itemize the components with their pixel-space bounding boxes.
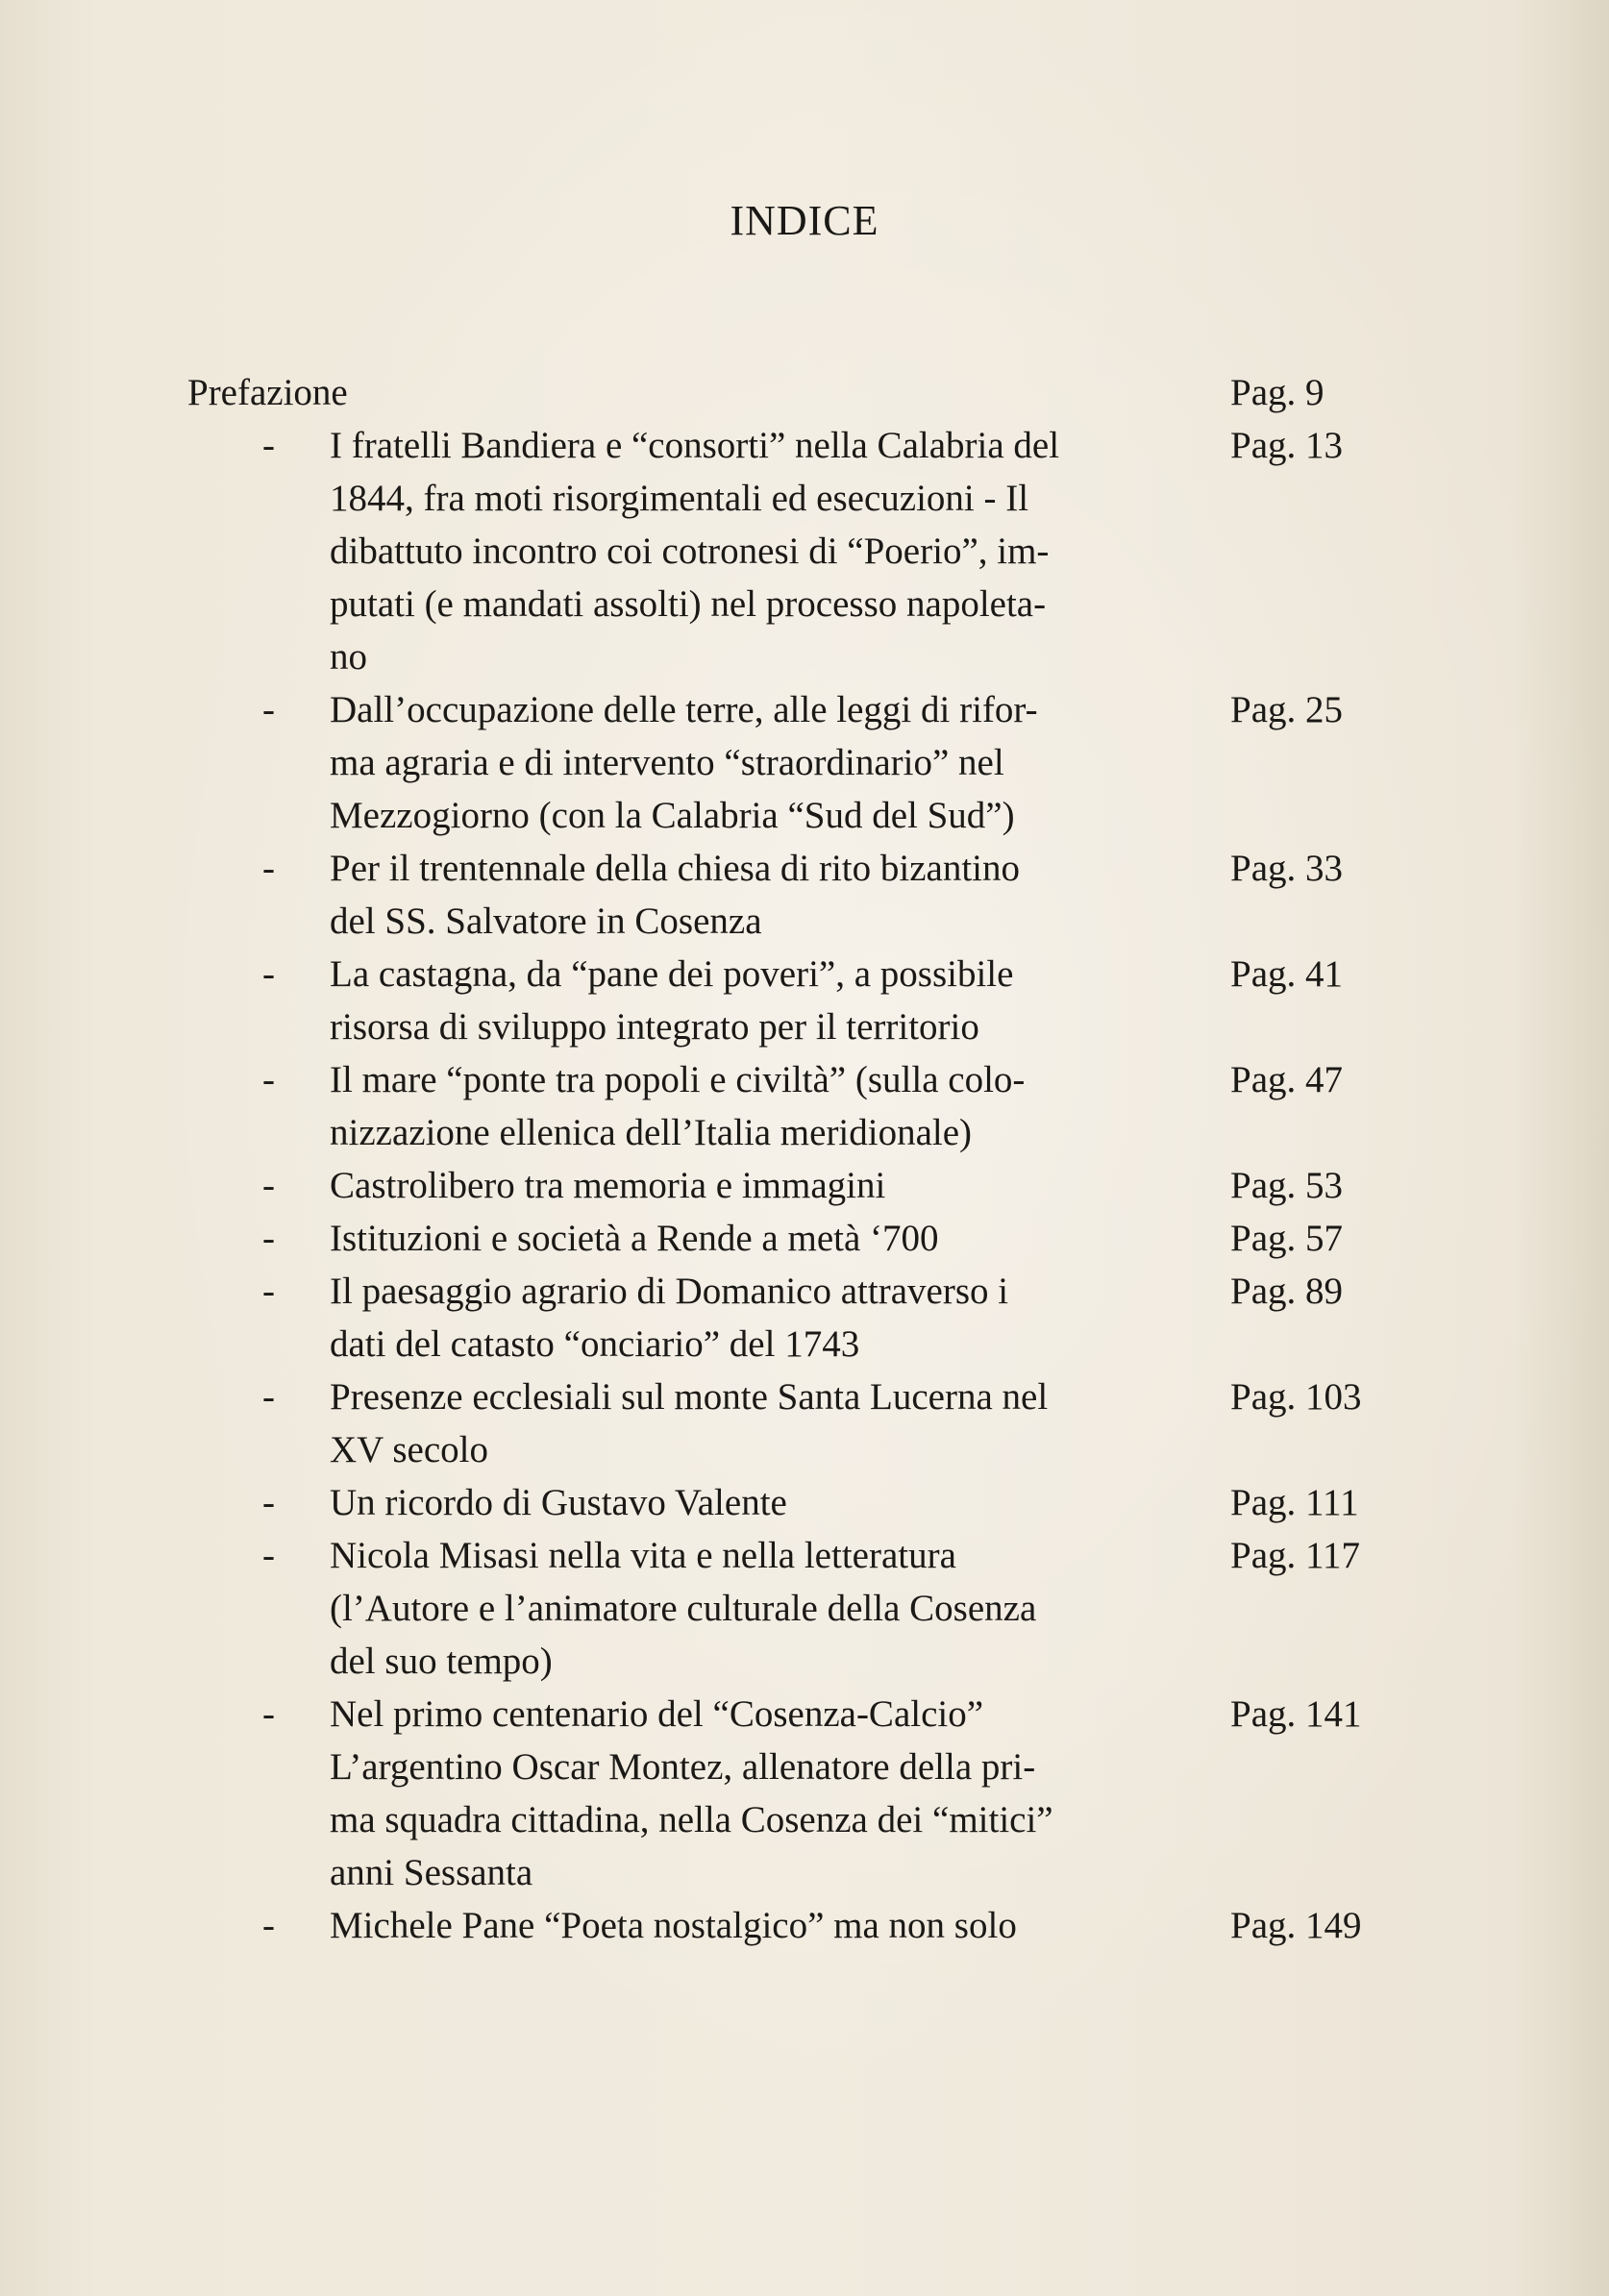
toc-entry	[187, 842, 1427, 948]
toc-bullet-dash: -	[262, 1271, 275, 1312]
toc-page-number: Pag. 41	[1230, 953, 1343, 995]
toc-entry	[187, 1688, 1427, 1899]
toc-entry-title: Nel primo centenario del “Cosenza-Calcio” L’argentino Oscar Montez, allenatore della pri- ma squadra cittadina, nella Cosenza dei “mitici” anni Sessanta	[330, 1693, 1053, 1893]
toc-entry-title: Dall’occupazione delle terre, alle leggi di rifor- ma agraria e di intervento “straordinario” nel Mezzogiorno (con la Calabria “Sud del Sud”)	[330, 689, 1038, 836]
toc-page-number: Pag. 47	[1230, 1059, 1343, 1100]
toc-bullet-dash: -	[262, 848, 275, 889]
toc-page-number: Pag. 149	[1230, 1905, 1362, 1946]
toc-page-number: Pag. 141	[1230, 1693, 1362, 1735]
toc-entry-title: La castagna, da “pane dei poveri”, a possibile risorsa di sviluppo integrato per il territorio	[330, 953, 1014, 1048]
toc-entry	[187, 1529, 1427, 1688]
toc-entry-title: Un ricordo di Gustavo Valente	[330, 1482, 787, 1523]
toc-page-number: Pag. 89	[1230, 1271, 1343, 1312]
toc-entry-title: Il paesaggio agrario di Domanico attraverso i dati del catasto “onciario” del 1743	[330, 1271, 1009, 1365]
toc-page-number: Pag. 9	[1230, 372, 1324, 413]
toc-page-number: Pag. 111	[1230, 1482, 1359, 1523]
toc-entry-title: Castrolibero tra memoria e immagini	[330, 1165, 886, 1206]
toc-entry	[187, 1265, 1427, 1370]
toc-entry	[187, 419, 1427, 683]
toc-bullet-dash: -	[262, 1165, 275, 1206]
toc-bullet-dash: -	[262, 953, 275, 995]
toc-page-number: Pag. 33	[1230, 848, 1343, 889]
toc-page-number: Pag. 25	[1230, 689, 1343, 730]
table-of-contents	[187, 366, 1427, 1952]
toc-bullet-dash: -	[262, 425, 275, 466]
toc-bullet-dash: -	[262, 1693, 275, 1735]
toc-entry-title: Il mare “ponte tra popoli e civiltà” (sulla colo- nizzazione ellenica dell’Italia meridionale)	[330, 1059, 1026, 1153]
toc-entry-title: Per il trentennale della chiesa di rito bizantino del SS. Salvatore in Cosenza	[330, 848, 1020, 942]
toc-bullet-dash: -	[262, 1535, 275, 1576]
page-title: INDICE	[730, 197, 879, 244]
toc-page-number: Pag. 13	[1230, 425, 1343, 466]
toc-entry	[187, 683, 1427, 842]
toc-bullet-dash: -	[262, 1059, 275, 1100]
toc-entry-title: Nicola Misasi nella vita e nella letteratura (l’Autore e l’animatore culturale della Cosenza del suo tempo)	[330, 1535, 1037, 1682]
toc-page-number: Pag. 57	[1230, 1218, 1343, 1259]
toc-entry	[187, 1159, 1427, 1212]
toc-bullet-dash: -	[262, 689, 275, 730]
toc-entry-preface	[187, 366, 1427, 419]
toc-page-number: Pag. 53	[1230, 1165, 1343, 1206]
toc-page-number: Pag. 103	[1230, 1376, 1362, 1418]
toc-bullet-dash: -	[262, 1905, 275, 1946]
toc-bullet-dash: -	[262, 1482, 275, 1523]
toc-entry	[187, 1212, 1427, 1265]
toc-entry	[187, 948, 1427, 1053]
toc-page-number: Pag. 117	[1230, 1535, 1361, 1576]
toc-entry-title: Prefazione	[187, 372, 348, 413]
toc-entry	[187, 1476, 1427, 1529]
toc-entry-title: Michele Pane “Poeta nostalgico” ma non solo	[330, 1905, 1017, 1946]
toc-entry	[187, 1899, 1427, 1952]
toc-entry-title: Istituzioni e società a Rende a metà ‘700	[330, 1218, 939, 1259]
toc-entry-title: Presenze ecclesiali sul monte Santa Lucerna nel XV secolo	[330, 1376, 1049, 1470]
toc-bullet-dash: -	[262, 1376, 275, 1418]
toc-bullet-dash: -	[262, 1218, 275, 1259]
toc-entry-title: I fratelli Bandiera e “consorti” nella Calabria del 1844, fra moti risorgimentali ed esecuzioni - Il dibattuto incontro coi cotronesi di “Poerio”, im- putati (e mandati assolti) nel processo napoleta- no	[330, 425, 1060, 678]
toc-entry	[187, 1053, 1427, 1159]
toc-entry	[187, 1370, 1427, 1476]
